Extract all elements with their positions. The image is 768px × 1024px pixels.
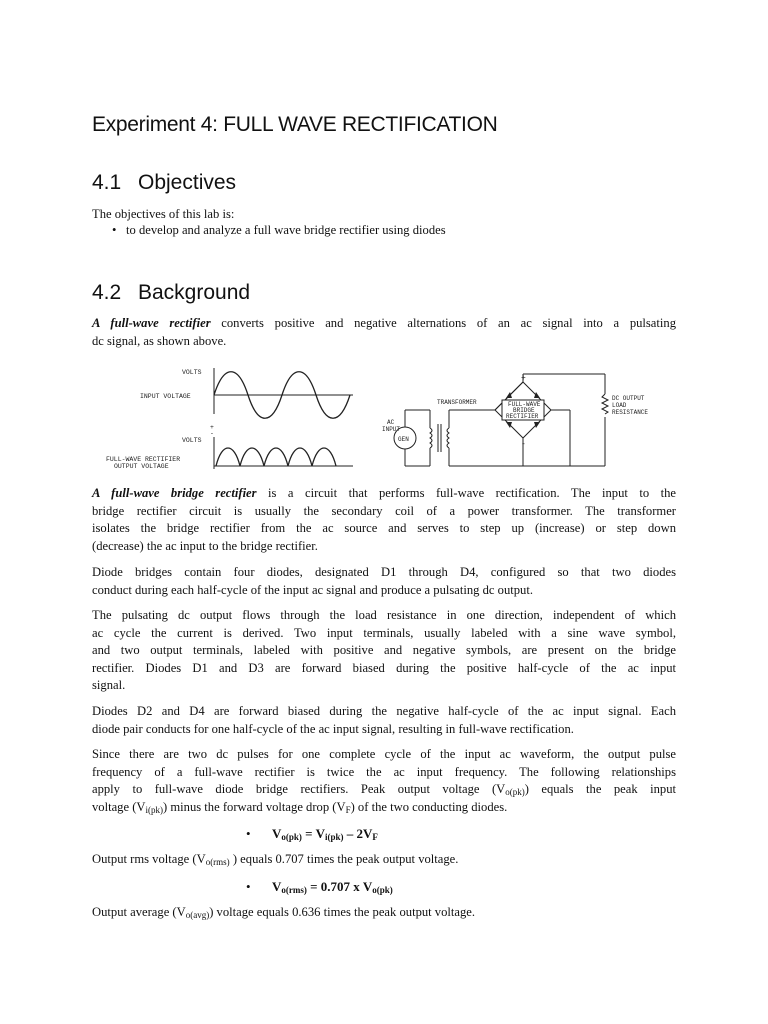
- load-resistor: [602, 394, 608, 414]
- bullet-icon: •: [246, 879, 251, 894]
- ac-label: AC: [387, 419, 395, 426]
- section-number: 4.1: [92, 171, 122, 194]
- paragraph-negative-half-cycle: Diodes D2 and D4 are forward biased during the negative half-cycle of the ac input signal. Each diode pair conducts for one half-cycle of the ac input signal, resulting in full-wave rectification.: [92, 704, 676, 736]
- term-full-wave-bridge-rectifier: A full-wave bridge rectifier: [92, 486, 257, 500]
- section-heading-background: [92, 281, 250, 305]
- transformer-label: TRANSFORMER: [437, 399, 477, 406]
- paragraph-bridge-rectifier: A full-wave bridge rectifier is a circuit that performs full-wave rectification. The input to the bridge rectifier circuit is usually the secondary coil of a power transformer. The transformer isolates the bridge rectifier from the ac source and serves to step up (increase) or step down (decrease) the ac input to the bridge rectifier.: [92, 486, 677, 553]
- rectifier-figure: [100, 362, 660, 477]
- page-title: Experiment 4: FULL WAVE RECTIFICATION: [92, 113, 498, 136]
- load-label: LOAD: [612, 402, 627, 409]
- minus-label: -: [210, 430, 214, 437]
- bridge-minus: -: [521, 440, 526, 449]
- input-voltage-label: INPUT VOLTAGE: [140, 393, 191, 400]
- bridge-label-3: RECTIFIER: [506, 413, 539, 420]
- gen-label: GEN: [398, 436, 409, 443]
- equation-peak-output: • $V_{o(pk)} = V_{i(pk)} - 2V_F$: [246, 826, 378, 842]
- input-label: INPUT: [382, 426, 401, 433]
- section-number: 4.2: [92, 281, 122, 304]
- equation-rms: • $V_{o(rms)} = 0.707$ x $V_{o(pk)}$: [246, 879, 393, 895]
- transformer-secondary: [447, 428, 449, 448]
- volts-label-2: VOLTS: [182, 437, 202, 444]
- bullet-icon: •: [246, 826, 251, 841]
- transformer-primary: [430, 428, 432, 448]
- plus-label: +: [210, 424, 214, 431]
- bridge-plus: +: [521, 374, 526, 383]
- section-title: Background: [138, 281, 251, 304]
- bullet-text: to develop and analyze a full wave bridge rectifier using diodes: [126, 223, 446, 237]
- bridge-label-2: BRIDGE: [513, 407, 535, 414]
- bridge-label-1: FULL-WAVE: [508, 401, 541, 408]
- rectified-wave: [216, 448, 336, 466]
- section-heading-objectives: [92, 171, 236, 195]
- bullet-icon: •: [112, 223, 117, 237]
- paragraph-output-pulse: Since there are two dc pulses for one complete cycle of the input ac waveform, the output pulse frequency of a full-wave rectifier is twice the ac input frequency. The following relationships apply to full-wave diode bridge rectifiers. Peak output voltage $(V_{o(pk)})$ equals the peak input voltage $(V_{i(pk)})$ minus the forward voltage drop $(V_F)$ of the two conducting diodes.: [92, 747, 677, 815]
- term-full-wave-rectifier: A full-wave rectifier: [92, 316, 211, 330]
- output-voltage-label: OUTPUT VOLTAGE: [114, 463, 169, 470]
- objective-bullet: [112, 223, 446, 238]
- resistance-label: RESISTANCE: [612, 409, 649, 416]
- paragraph-average: Output average $(V_{o(avg)})$ voltage equals 0.636 times the peak output voltage.: [92, 905, 476, 920]
- objectives-intro: The objectives of this lab is:: [92, 207, 235, 221]
- dc-output-label: DC OUTPUT: [612, 395, 645, 402]
- paragraph-diode-bridges: Diode bridges contain four diodes, designated D1 through D4, configured so that two diodes conduct during each half-cycle of the input ac signal and produce a pulsating dc output.: [92, 565, 676, 597]
- volts-label: VOLTS: [182, 369, 202, 376]
- paragraph-pulsating-output: The pulsating dc output flows through the load resistance in one direction, independent of which ac cycle the current is derived. Two input terminals, usually labeled with a sine wave symbol, and two output terminals, labeled with positive and negative symbols, are present on the bridge rectifier. Diodes D1 and D3 are forward biased during the positive half-cycle of the ac input signal.: [92, 608, 676, 692]
- paragraph-rms: Output rms voltage ($V_{o(rms)}$ ) equals 0.707 times the peak output voltage.: [92, 852, 459, 867]
- paragraph-full-wave-rectifier: A full-wave rectifier converts positive and negative alternations of an ac signal into a pulsating dc signal, as shown above.: [92, 316, 676, 348]
- full-wave-label: FULL-WAVE RECTIFIER: [106, 456, 181, 463]
- section-title: Objectives: [138, 171, 237, 194]
